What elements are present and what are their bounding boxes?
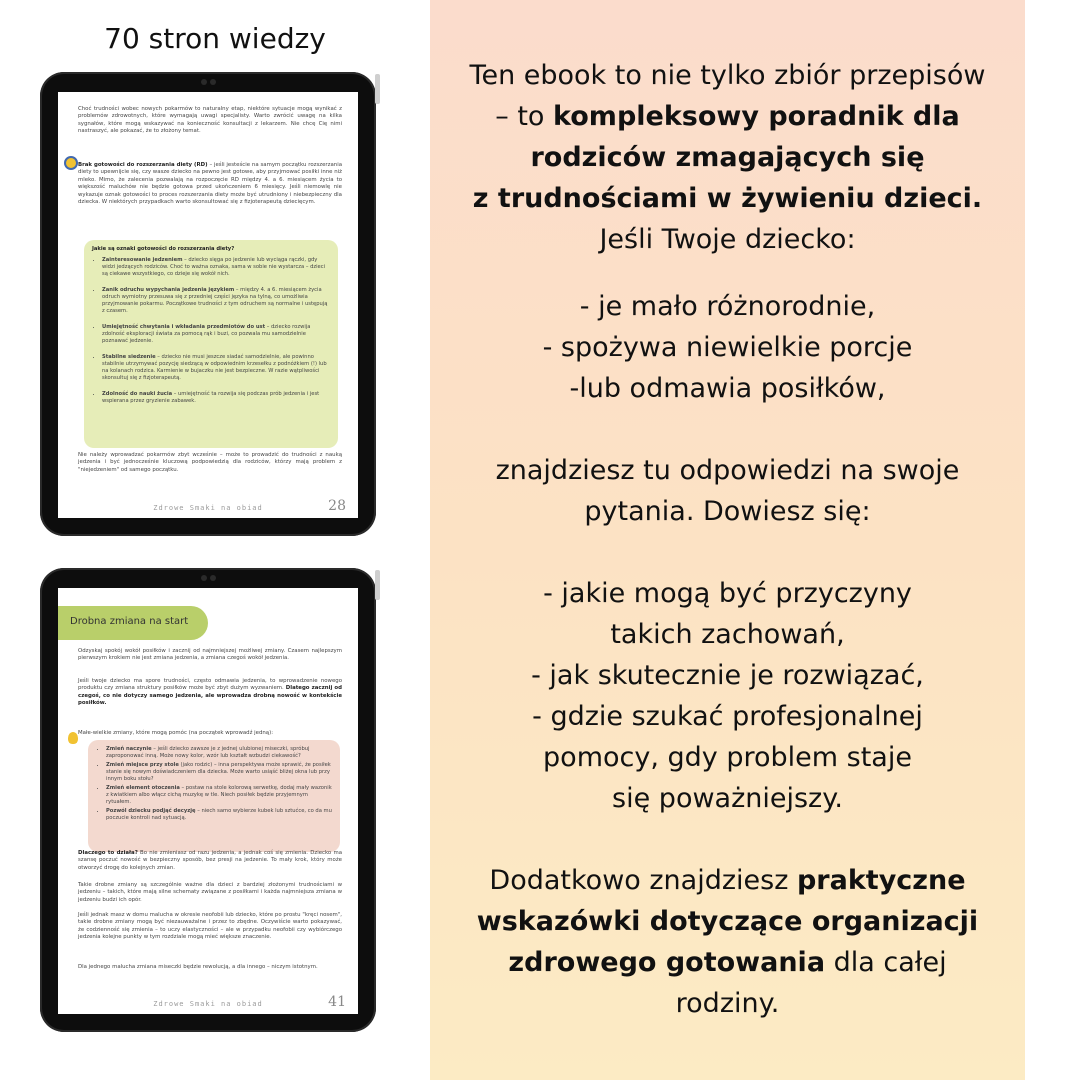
symptom-item: - spożywa niewielkie porcje bbox=[542, 332, 913, 363]
learn-item: - jak skutecznie je rozwiązać, bbox=[531, 660, 924, 691]
list-item: • Stabilne siedzenie – dziecko nie musi jeszcze siadać samodzielnie, ale powinno stabilnie utrzymywać pozycję siedzącą w odpowiednim krzesełku z podnóżkiem (!) lub na kolanach rodzica. Karmienie w bujaczku nie jest bezpieczne. W razie wątpliwości skonsultuj się z fizjoterapeutą. bbox=[102, 354, 330, 382]
page41-p5: Jeśli jednak masz w domu malucha w okresie neofobii lub dziecko, które po prostu "kręci nosem", takie drobne zmiany mogą być niezauważalne i przez to zbędne. Oczywiście warto pokazywać, że codzienność się zmienia – to uczy elastyczności – ale w przypadku neofobii czy wybiórczego jedzenia kolejne punkty w tym rozdziale mogą mieć większe znaczenie. bbox=[78, 912, 342, 941]
page41-p2: Jeśli twoje dziecko ma spore trudności, często odmawia jedzenia, to wprowadzenie nowego produktu czy zmiana struktury posiłków może być zbyt dużym wyzwaniem. Dlatego zacznij od czegoś, co nie dotyczy samego jedzenia, ale wprowadza drobną nowość w kontekście posiłków. bbox=[78, 678, 342, 707]
intro-line: rodziców zmagających się bbox=[530, 142, 925, 173]
learn-item: się poważniejszy. bbox=[612, 783, 843, 814]
learn-item: pomocy, gdy problem staje bbox=[543, 742, 912, 773]
tablet-side-button bbox=[375, 570, 380, 600]
list-item: • Zmień naczynie – jeśli dziecko zawsze je z jednej ulubionej miseczki, spróbuj zaproponować inną. Może nowy kolor, wzór lub kształt wzbudzi ciekawość? bbox=[106, 746, 332, 760]
extra-line: wskazówki dotyczące organizacji bbox=[476, 906, 979, 937]
tablet-camera bbox=[193, 78, 223, 86]
small-changes-box bbox=[88, 740, 340, 852]
page-number: 28 bbox=[328, 498, 346, 514]
tablet-mockup-page-28 bbox=[40, 72, 376, 536]
intro-line: z trudnościami w żywieniu dzieci. bbox=[472, 183, 983, 214]
extra-line: Dodatkowo znajdziesz praktyczne bbox=[489, 865, 966, 896]
answers-line: znajdziesz tu odpowiedzi na swoje bbox=[495, 455, 960, 486]
page-number: 41 bbox=[328, 994, 346, 1010]
page41-p1: Odzyskaj spokój wokół posiłków i zacznij od najmniejszej możliwej zmiany. Czasem najlepszym pierwszym krokiem nie jest zmiana jedzenia, a zmiana czegoś wokół jedzenia. bbox=[78, 648, 342, 662]
page28-intro: Choć trudności wobec nowych pokarmów to naturalny etap, niektóre sytuacje mogą wynikać z problemów zdrowotnych, które wymagają uwagi specjalisty. Warto zwrócić uwagę na kilka sygnałów, które mogą wskazywać na konieczność konsultacji z lekarzem. Nie chcę Cię nimi nastraszyć, ale pokazać, że to złożony temat. bbox=[78, 106, 342, 135]
page28-outro: Nie należy wprowadzać pokarmów zbyt wcześnie – może to prowadzić do trudności z nauką jedzenia i być jednocześnie kluczową podpowiedzią dla rodziców, którzy mają problem z "niejedzeniem" od samego początku. bbox=[78, 452, 342, 473]
section-title: Drobna zmiana na start bbox=[70, 616, 189, 627]
extra-line: rodziny. bbox=[675, 988, 780, 1019]
intro-block bbox=[430, 55, 1025, 260]
list-item: • Zmień element otoczenia – postaw na stole kolorową serwetkę, dodaj mały wazonik z kwiatkiem albo włącz cichą muzykę w tle. Niech posiłek będzie przyjemnym rytuałem. bbox=[106, 785, 332, 806]
intro-line: – to kompleksowy poradnik dla bbox=[495, 101, 960, 132]
learn-item: - gdzie szukać profesjonalnej bbox=[532, 701, 923, 732]
page41-list-intro: Małe-wielkie zmiany, które mogą pomóc (na początek wprowadź jedną): bbox=[78, 730, 274, 736]
page41-p6: Dla jednego malucha zmiana miseczki będzie rewolucją, a dla innego – niczym istotnym. bbox=[78, 964, 318, 970]
readiness-signs-list bbox=[92, 257, 330, 405]
learn-item: takich zachowań, bbox=[610, 619, 845, 650]
small-changes-list bbox=[96, 746, 332, 822]
list-item: • Zanik odruchu wypychania jedzenia językiem – między 4. a 6. miesiącem życia odruch wymiotny przesuwa się z przedniej części języka na tylną, co umożliwia przyjmowanie pokarmu. Początkowe trudności z tym odruchem są normalne i ustępują z czasem. bbox=[102, 287, 330, 315]
symptom-list bbox=[430, 286, 1025, 409]
page28-readiness bbox=[78, 162, 342, 206]
list-item: • Zainteresowanie jedzeniem – dziecko sięga po jedzenie lub wyciąga rączki, gdy widzi jedzących rodziców. Choć to ważna oznaka, sama w sobie nie wystarcza – dzieci są ciekawe wszystkiego, co dzieje się wokół nich. bbox=[102, 257, 330, 278]
intro-line: Ten ebook to nie tylko zbiór przepisów bbox=[469, 60, 986, 91]
list-item: • Zmień miejsce przy stole (jako rodzic) – inna perspektywa może sprawić, że posiłek stanie się nowym doświadczeniem dla dziecka. Może warto usiąść bliżej okna lub przy innym boku stołu? bbox=[106, 762, 332, 783]
list-item: • Zdolność do nauki żucia – umiejętność ta rozwija się podczas prób jedzenia i jest wspierana przez gryzienie zabawek. bbox=[102, 391, 330, 405]
tablet-side-button bbox=[375, 74, 380, 104]
readiness-heading: Brak gotowości do rozszerzania diety (RD) bbox=[78, 162, 208, 168]
list-item: • Pozwól dziecku podjąć decyzję – niech samo wybierze kubek lub sztućce, co da mu poczucie kontroli nad sytuacją. bbox=[106, 808, 332, 822]
section-title-pill bbox=[58, 606, 208, 640]
page41-p4: Takie drobne zmiany są szczególnie ważne dla dzieci z bardziej złożonymi trudnościami w jedzeniu – takich, które mają silne schematy związane z posiłkami i każda najmniejsza zmiana w jedzeniu budzi ich opór. bbox=[78, 882, 342, 903]
readiness-text: – jeśli jesteście na samym początku rozszerzania diety to upewnijcie się, czy wasze dziecko na pewno jest gotowe, aby przyjmować posiłki inne niż mleko. Mimo, że zalecenia pozwalają na rozpoczęcie RD między 4. a 6. miesiącem życia to większość maluchów nie będzie gotowa przed ukończeniem 6 miesięcy. Jeśli niemowlę nie wykazuje oznak gotowości to proces rozszerzania diety może być utrudniony i niebezpieczny dla dziecka. W niektórych przypadkach warto skonsultować się z fizjoterapeutą dziecięcym. bbox=[78, 162, 342, 206]
learn-list bbox=[430, 573, 1025, 819]
tablet-camera bbox=[193, 574, 223, 582]
learn-item: - jakie mogą być przyczyny bbox=[543, 578, 912, 609]
extra-line: zdrowego gotowania dla całej bbox=[508, 947, 947, 978]
left-title: 70 stron wiedzy bbox=[104, 22, 326, 55]
answers-line: pytania. Dowiesz się: bbox=[584, 496, 871, 527]
magnifier-icon bbox=[64, 156, 78, 170]
lightbulb-icon bbox=[68, 732, 78, 744]
tablet-mockup-page-41 bbox=[40, 568, 376, 1032]
readiness-question: Jakie są oznaki gotowości do rozszerzania diety? bbox=[92, 246, 235, 252]
list-item: • Umiejętność chwytania i wkładania przedmiotów do ust – dziecko rozwija zdolność eksploracji świata za pomocą rąk i buzi, co pozwala mu samodzielnie poznawać jedzenie. bbox=[102, 324, 330, 345]
intro-line: Jeśli Twoje dziecko: bbox=[599, 224, 856, 255]
symptom-item: -lub odmawia posiłków, bbox=[569, 373, 886, 404]
description-panel bbox=[430, 0, 1025, 1080]
page-footer-brand: Zdrowe Smaki na obiad bbox=[153, 1000, 263, 1008]
answers-block bbox=[430, 450, 1025, 532]
page41-why: Dlaczego to działa? Bo nie zmieniasz od razu jedzenia, a jednak coś się zmienia. Dziecko ma szansę poczuć nowość w bezpieczny sposób, bez presji na jedzenie. To mały krok, który może otworzyć drogę do kolejnych zmian. bbox=[78, 850, 342, 871]
page-footer-brand: Zdrowe Smaki na obiad bbox=[153, 504, 263, 512]
extra-block bbox=[430, 860, 1025, 1024]
readiness-signs-box bbox=[84, 240, 338, 448]
symptom-item: - je mało różnorodnie, bbox=[579, 291, 876, 322]
ebook-page-28 bbox=[58, 92, 358, 518]
ebook-page-41 bbox=[58, 588, 358, 1014]
